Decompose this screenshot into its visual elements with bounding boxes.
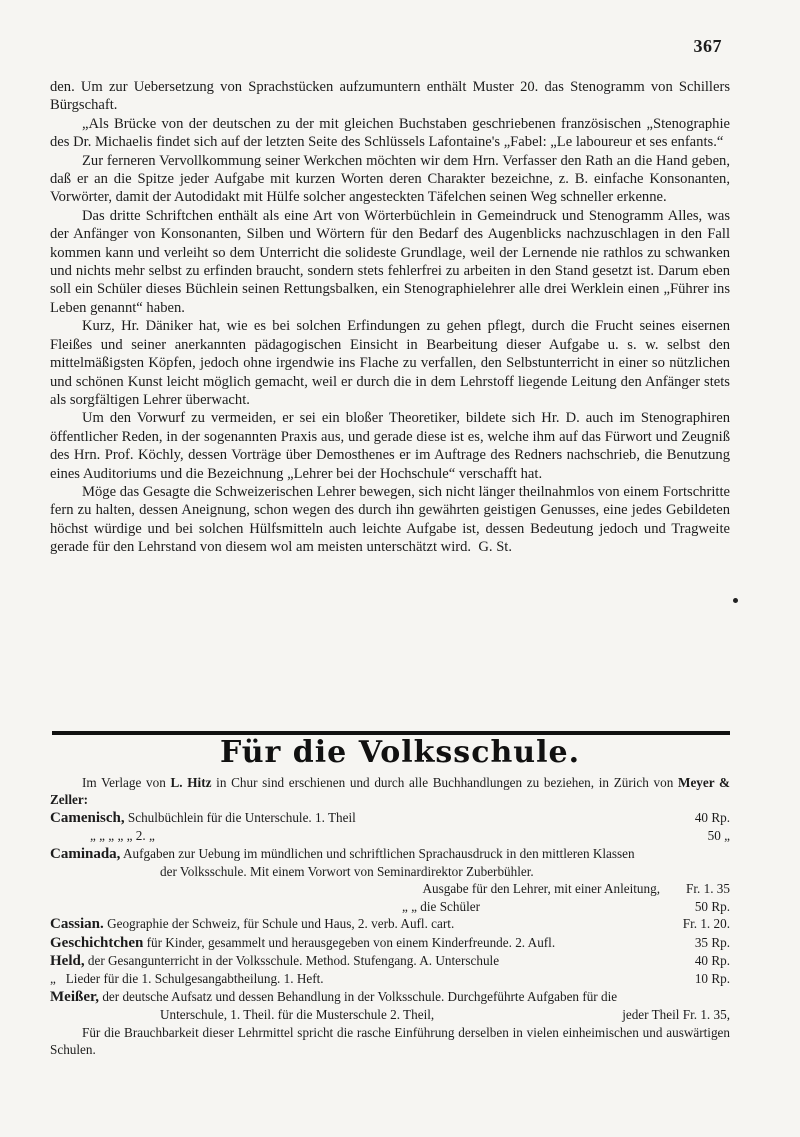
item-author: Meißer, <box>50 988 100 1005</box>
item-desc: Unterschule, 1. Theil. für die Musterschule 2. Theil, <box>160 1007 435 1023</box>
list-item <box>50 915 730 933</box>
item-desc: Lieder für die 1. Schulgesangabtheilung. 1. Heft. <box>65 971 324 987</box>
item-desc: „ „ „ „ „ 2. „ <box>90 828 155 844</box>
list-item <box>50 827 730 844</box>
item-price: 40 Rp. <box>694 809 730 825</box>
paragraph-7-text: Möge das Gesagte die Schweizerischen Lehrer bewegen, sich nicht länger theilnahmlos von einem Fortschritte fern zu halten, dessen Aneignung, schon wegen des durch ihn gewährten geistigen Genusses, eine jedes Gebildeten höchst würdige und bei solchen Hülfsmitteln auch leichte Aufgabe ist, dessen Bedeutung jedoch und Tragweite gerade für den Lehrstand von diesem wol am meisten unterschätzt wird. <box>50 483 730 556</box>
list-item <box>50 880 730 897</box>
item-desc: Ausgabe für den Lehrer, mit einer Anleitung, <box>422 881 660 897</box>
ad-intro <box>50 774 730 809</box>
item-author: Camenisch, <box>50 809 125 826</box>
item-desc: für Kinder, gesammelt und herausgegeben von einem Kinderfreunde. 2. Aufl. <box>146 934 556 950</box>
ad-closing: Für die Brauchbarkeit dieser Lehrmittel spricht die rasche Einführung derselben in vielen einheimischen und auswärtigen Schulen. <box>50 1024 730 1058</box>
item-price: jeder Theil Fr. 1. 35, <box>622 1007 730 1023</box>
item-price: 10 Rp. <box>694 971 730 987</box>
item-author: Geschichtchen <box>50 934 144 951</box>
item-desc: Aufgaben zur Uebung im mündlichen und schriftlichen Sprachausdruck in den mittleren Klassen <box>123 845 635 861</box>
list-item <box>50 1006 730 1023</box>
item-desc: der Gesangunterricht in der Volksschule. Method. Stufengang. A. Unterschule <box>87 953 500 969</box>
list-item <box>50 988 730 1006</box>
item-price: Fr. 1. 20. <box>682 916 730 932</box>
paragraph-6: Um den Vorwurf zu vermeiden, er sei ein bloßer Theoretiker, bildete sich Hr. D. auch im Stenographiren öffentlicher Reden, in der sogenannten Praxis aus, und gerade diese ist es, welche ihm auf das Fürwort und Zeugniß des Hrn. Prof. Köchly, dessen Vorträge über Demosthenes er im Auftrage des Redners nachschrieb, die Benutzung eines Auditoriums und die Bezeichnung „Lehrer bei der Hochschule“ verschafft hat. <box>50 410 730 482</box>
distributor-name: Meyer & Zeller: <box>50 775 731 808</box>
paragraph-3: Zur ferneren Vervollkommung seiner Werkchen möchten wir dem Hrn. Verfasser den Rath an die Hand geben, daß er an die Spitze jeder Aufgabe mit kurzen Worten deren Charakter bezeichne, z. B. einfache Konsonanten, Vorwörter, damit der Autodidakt mit Hülfe solcher angesteckten Täfelchen seinen Weg schneller erkenne. <box>50 152 730 206</box>
paragraph-1: den. Um zur Uebersetzung von Sprachstücken aufzumuntern enthält Muster 20. das Stenogramm von Schillers Bürgschaft. <box>50 79 730 114</box>
item-desc: Geographie der Schweiz, für Schule und Haus, 2. verb. Aufl. cart. <box>107 916 455 932</box>
item-desc: Schulbüchlein für die Unterschule. 1. Theil <box>127 809 356 825</box>
list-item <box>50 898 730 915</box>
page-number: 367 <box>693 36 722 56</box>
item-price: 50 Rp. <box>694 898 730 914</box>
paragraph-4: Das dritte Schriftchen enthält als eine Art von Wörterbüchlein in Gemeindruck und Stenogramm Alles, was der Anfänger von Konsonanten, Silben und Wörtern für den Bedarf des Augenblicks nachzuschlagen in den Fall kommen kann und verleiht so dem Unterricht die solideste Grundlage, weil der Lernende nie rathlos zu schwanken und nichts mehr selbst zu erfinden braucht, sondern stets fehlerfrei zu arbeiten in den Stand gesetzt ist. Darum eben soll ein Schüler dieses Büchlein seinen Rettungsbalken, ein Stenographielehrer alle drei Werklein einen „Führer ins Leben genannt“ haben. <box>50 207 730 316</box>
list-item <box>50 863 730 880</box>
list-item <box>50 809 730 827</box>
item-author: Caminada, <box>50 845 121 862</box>
item-desc: der deutsche Aufsatz und dessen Behandlung in der Volksschule. Durchgeführte Aufgaben für die <box>102 988 618 1004</box>
ditto-mark: „ <box>50 971 56 987</box>
signature: G. St. <box>478 539 513 556</box>
item-desc: „ „ die Schüler <box>402 898 480 914</box>
item-author: Held, <box>50 953 85 970</box>
item-desc: der Volksschule. Mit einem Vorwort von Seminardirektor Zuberbühler. <box>160 864 534 880</box>
list-item <box>50 845 730 863</box>
paragraph-7 <box>50 483 730 557</box>
paragraph-5: Kurz, Hr. Däniker hat, wie es bei solchen Erfindungen zu gehen pflegt, durch die Frucht seines eisernen Fleißes und seiner anerkannten pädagogischen Einsicht in Bearbeitung dieser Aufgabe u. s. w. selbst den mittelmäßigsten Köpfen, jedoch ohne irgendwie ins Flache zu verfallen, den Selbstunterricht in einer so nützlichen und schönen Kunst leicht möglich gemacht, weil er durch die in dem Lehrstoff liegende Leitung den Anfänger stets als sorgfältigen Lehrer überwacht. <box>50 318 730 408</box>
intro-text: Im Verlage von <box>82 775 166 790</box>
item-price: Fr. 1. 35 <box>686 881 730 897</box>
item-price: 50 „ <box>707 828 730 844</box>
paragraph-2: „Als Brücke von der deutschen zu der mit gleichen Buchstaben geschriebenen französischen „Stenographie des Dr. Michaelis findet sich auf der letzten Seite des Schlüssels Lafontaine's „Fabel: „Le laboureur et ses enfants.“ <box>50 115 730 151</box>
item-price: 35 Rp. <box>694 934 730 950</box>
item-author: Cassian. <box>50 916 104 933</box>
list-item <box>50 970 730 987</box>
article-body <box>50 78 730 557</box>
item-price: 40 Rp. <box>694 953 730 969</box>
intro-text-mid: in Chur sind erschienen und durch alle Buchhandlungen zu beziehen, in Zürich von <box>216 775 674 790</box>
ink-speck <box>733 598 738 603</box>
list-item <box>50 934 730 952</box>
section-heading: Für die Volksschule. <box>219 735 581 770</box>
publisher-name: L. Hitz <box>170 775 212 790</box>
list-item <box>50 952 730 970</box>
advertisement <box>50 774 730 1059</box>
